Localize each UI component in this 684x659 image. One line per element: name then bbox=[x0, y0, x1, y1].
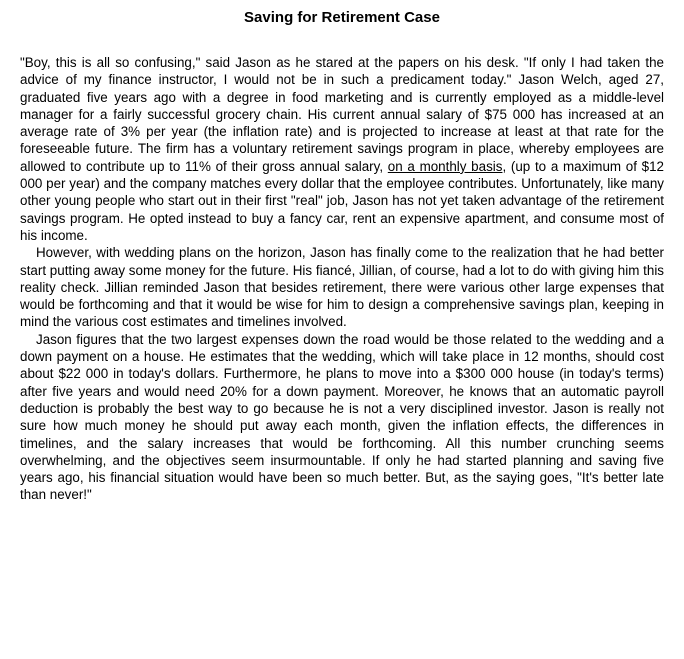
paragraph-1-text-b: , (up to a maximum of $12 000 per year) and the company matches every dollar that the employee contributes. Unfortunately, like many other young people who start out in their first "real" job, Jason has not yet taken advantage of the retirement savings program. He opted instead to buy a fancy car, rent an expensive apartment, and consume most of his income. bbox=[20, 158, 664, 243]
paragraph-1 bbox=[20, 54, 664, 244]
paragraph-2: However, with wedding plans on the horizon, Jason has finally come to the realization that he had better start putting away some money for the future. His fiancé, Jillian, of course, had a lot to do with giving him this reality check. Jillian reminded Jason that besides retirement, there were various other large expenses that would be forthcoming and that it would be wise for him to design a comprehensive savings plan, keeping in mind the various cost estimates and timelines involved. bbox=[20, 245, 664, 330]
document-page bbox=[20, 8, 664, 504]
underlined-phrase: on a monthly basis bbox=[387, 158, 503, 174]
paragraph-3: Jason figures that the two largest expenses down the road would be those related to the wedding and a down payment on a house. He estimates that the wedding, which will take place in 12 months, should cost about $22 000 in today's dollars. Furthermore, he plans to move into a $300 000 house (in today's terms) after five years and would need 20% for a down payment. Moreover, he knows that an automatic payroll deduction is probably the best way to go because he is not a very disciplined investor. Jason is really not sure how much money he should put away each month, given the inflation effects, the differences in timelines, and the salary increases that would be forthcoming. All this number crunching seems overwhelming, and the objectives seem insurmountable. If only he had started planning and saving five years ago, his financial situation would have been so much better. But, as the saying goes, "It's better late than never!" bbox=[20, 331, 664, 503]
document-title: Saving for Retirement Case bbox=[244, 9, 440, 26]
paragraph-1-text-a: "Boy, this is all so confusing," said Jason as he stared at the papers on his desk. "If only I had taken the advice of my finance instructor, I would not be in such a predicament today." Jason Welch, aged 27, graduated five years ago with a degree in food marketing and is currently employed as a middle-level manager for a fairly successful grocery chain. His current annual salary of $75 000 has increased at an average rate of 3% per year (the inflation rate) and is projected to increase at least at that rate for the foreseeable future. The firm has a voluntary retirement savings program in place, whereby employees are allowed to contribute up to 11% of their gross annual salary, bbox=[20, 55, 664, 174]
